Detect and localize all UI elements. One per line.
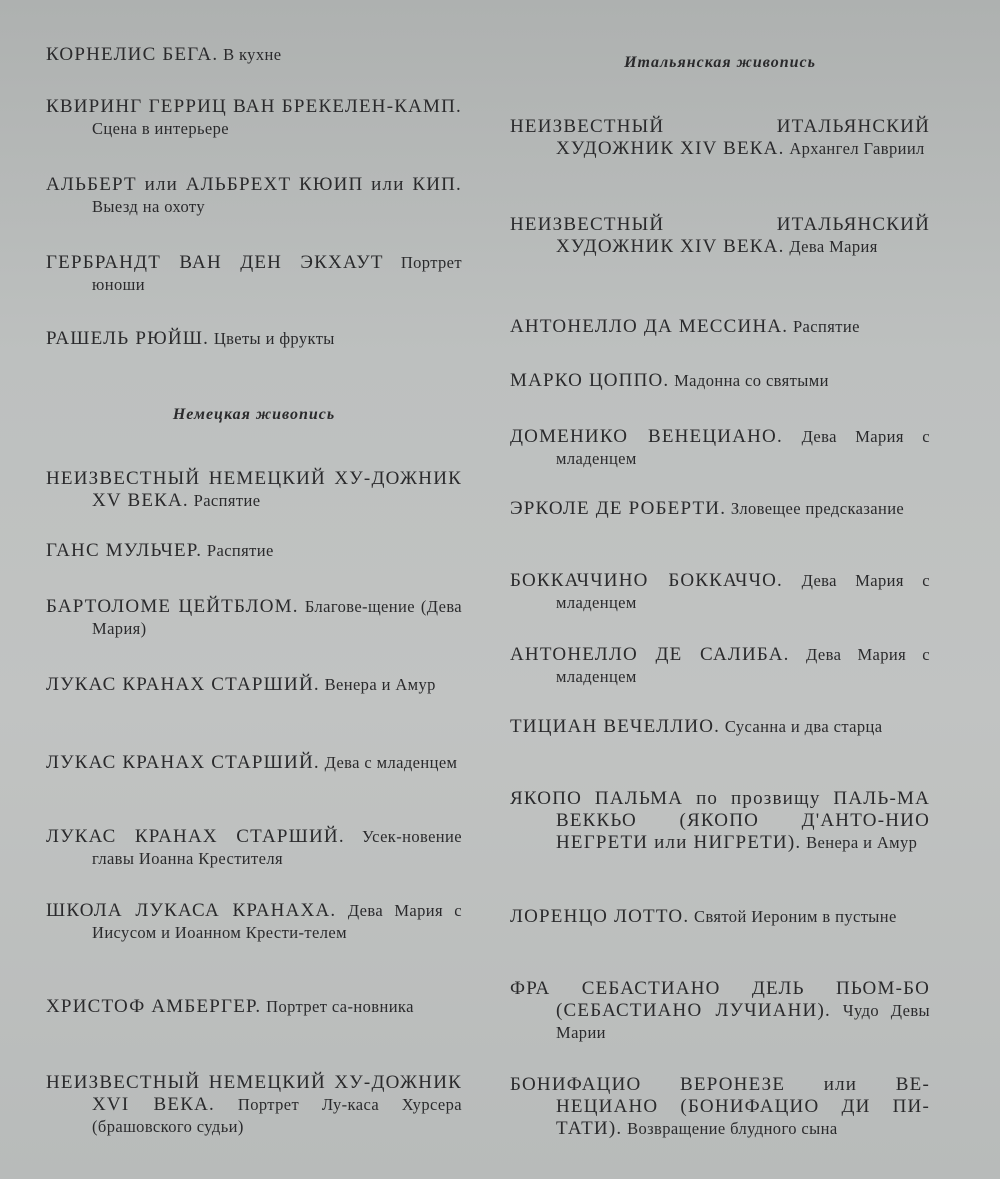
artist-name: АНТОНЕЛЛО ДА МЕССИНА.	[510, 316, 789, 337]
catalog-entry	[46, 1072, 462, 1138]
artwork-title: Благове-щение (Дева Мария)	[92, 597, 463, 638]
artist-name: КВИРИНГ ГЕРРИЦ ВАН БРЕКЕЛЕН-КАМП.	[46, 96, 462, 117]
artist-name: РАШЕЛЬ РЮЙШ.	[46, 328, 210, 349]
artist-name: ХРИСТОФ АМБЕРГЕР.	[46, 996, 262, 1017]
artist-name: ЛУКАС КРАНАХ СТАРШИЙ.	[46, 826, 345, 847]
artwork-title: Дева Мария	[789, 237, 878, 256]
artist-name: ТИЦИАН ВЕЧЕЛЛИО.	[510, 716, 721, 737]
artist-name: ЯКОПО ПАЛЬМА по прозвищу ПАЛЬ-МА ВЕККЬО (ЯКОПО Д'АНТО-НИО НЕГРЕТИ или НИГРЕТИ).	[510, 788, 930, 853]
catalog-entry	[46, 996, 462, 1018]
catalog-entry	[510, 644, 930, 688]
catalog-entry	[46, 468, 462, 512]
artwork-title: Распятие	[193, 491, 261, 510]
catalog-entry	[510, 906, 930, 928]
catalog-entry	[46, 752, 462, 774]
catalog-entry	[510, 316, 930, 338]
catalog-entry	[510, 570, 930, 614]
section-heading-italian: Итальянская живопись	[624, 54, 816, 71]
catalog-entry	[510, 116, 930, 160]
artist-name: АЛЬБЕРТ или АЛЬБРЕХТ КЮИП или КИП.	[46, 174, 462, 195]
artwork-title: Цветы и фрукты	[213, 329, 335, 348]
artwork-title: Сусанна и два старца	[724, 717, 883, 736]
catalog-entry	[46, 596, 462, 640]
artist-name: МАРКО ЦОППО.	[510, 370, 670, 391]
catalog-entry	[510, 788, 930, 854]
catalog-entry	[46, 900, 462, 944]
artist-name: ФРА СЕБАСТИАНО ДЕЛЬ ПЬОМ-БО (СЕБАСТИАНО ЛУЧИАНИ).	[510, 978, 930, 1021]
artist-name: ГАНС МУЛЬЧЕР.	[46, 540, 203, 561]
artwork-title: Дева с младенцем	[324, 753, 458, 772]
artist-name: ДОМЕНИКО ВЕНЕЦИАНО.	[510, 426, 783, 447]
catalog-entry	[46, 96, 462, 140]
artist-name: ЭРКОЛЕ ДЕ РОБЕРТИ.	[510, 498, 727, 519]
artwork-title: Сцена в интерьере	[92, 119, 230, 138]
artwork-title: Святой Иероним в пустыне	[694, 907, 897, 926]
catalog-entry	[46, 674, 462, 696]
artwork-title: Мадонна со святыми	[674, 371, 829, 390]
artwork-title: Чудо Девы Марии	[556, 1001, 930, 1042]
artist-name: ГЕРБРАНДТ ВАН ДЕН ЭКХАУТ	[46, 252, 384, 273]
section-heading-german: Немецкая живопись	[172, 406, 336, 423]
artwork-title: Выезд на охоту	[92, 197, 205, 216]
artwork-title: Усек-новение главы Иоанна Крестителя	[92, 827, 462, 868]
artwork-title: Возвращение блудного сына	[627, 1119, 838, 1138]
catalog-entry	[46, 174, 462, 218]
catalog-entry	[510, 498, 930, 520]
artwork-title: Дева Мария с младенцем	[556, 645, 931, 686]
artist-name: НЕИЗВЕСТНЫЙ НЕМЕЦКИЙ ХУ-ДОЖНИК XV ВЕКА.	[46, 468, 462, 511]
catalog-entry	[46, 826, 462, 870]
artwork-title: Портрет са-новника	[266, 997, 414, 1016]
artwork-title: Портрет юноши	[92, 253, 463, 294]
artwork-title: Дева Мария с Иисусом и Иоанном Крести-телем	[92, 901, 462, 942]
artist-name: НЕИЗВЕСТНЫЙ ИТАЛЬЯНСКИЙ ХУДОЖНИК XIV ВЕКА.	[510, 116, 930, 159]
catalog-entry	[46, 328, 462, 350]
catalog-entry	[510, 370, 930, 392]
artwork-title: Распятие	[206, 541, 274, 560]
artist-name: БОНИФАЦИО ВЕРОНЕЗЕ или ВЕ-НЕЦИАНО (БОНИФАЦИО ДИ ПИ-ТАТИ).	[510, 1074, 930, 1139]
artwork-title: Распятие	[792, 317, 860, 336]
artist-name: ЛОРЕНЦО ЛОТТО.	[510, 906, 690, 927]
artwork-title: Дева Мария с младенцем	[556, 427, 931, 468]
artist-name: ЛУКАС КРАНАХ СТАРШИЙ.	[46, 674, 320, 695]
artist-name: ШКОЛА ЛУКАСА КРАНАХА.	[46, 900, 337, 921]
catalog-entry	[510, 426, 930, 470]
artwork-title: Дева Мария с младенцем	[556, 571, 930, 612]
catalog-entry	[510, 214, 930, 258]
artist-name: БАРТОЛОМЕ ЦЕЙТБЛОМ.	[46, 596, 299, 617]
artist-name: НЕИЗВЕСТНЫЙ ИТАЛЬЯНСКИЙ ХУДОЖНИК XIV ВЕКА.	[510, 214, 930, 257]
artist-name: БОККАЧЧИНО БОККАЧЧО.	[510, 570, 783, 591]
artwork-title: Архангел Гавриил	[789, 139, 925, 158]
catalog-entry	[510, 1074, 930, 1140]
catalog-entry	[510, 716, 930, 738]
artist-name: НЕИЗВЕСТНЫЙ НЕМЕЦКИЙ ХУ-ДОЖНИК XVI ВЕКА.	[46, 1072, 462, 1115]
artwork-title: Венера и Амур	[324, 675, 436, 694]
artist-name: АНТОНЕЛЛО ДЕ САЛИБА.	[510, 644, 790, 665]
artist-name: ЛУКАС КРАНАХ СТАРШИЙ.	[46, 752, 320, 773]
artwork-title: Портрет Лу-каса Хурсера (брашовского судьи)	[92, 1095, 462, 1136]
catalog-entry	[46, 44, 462, 66]
catalog-entry	[46, 252, 462, 296]
catalog-entry	[510, 978, 930, 1044]
catalog-entry	[46, 540, 462, 562]
artwork-title: В кухне	[223, 45, 282, 64]
artist-name: КОРНЕЛИС БЕГА.	[46, 44, 219, 65]
artwork-title: Венера и Амур	[806, 833, 918, 852]
artwork-title: Зловещее предсказание	[730, 499, 905, 518]
